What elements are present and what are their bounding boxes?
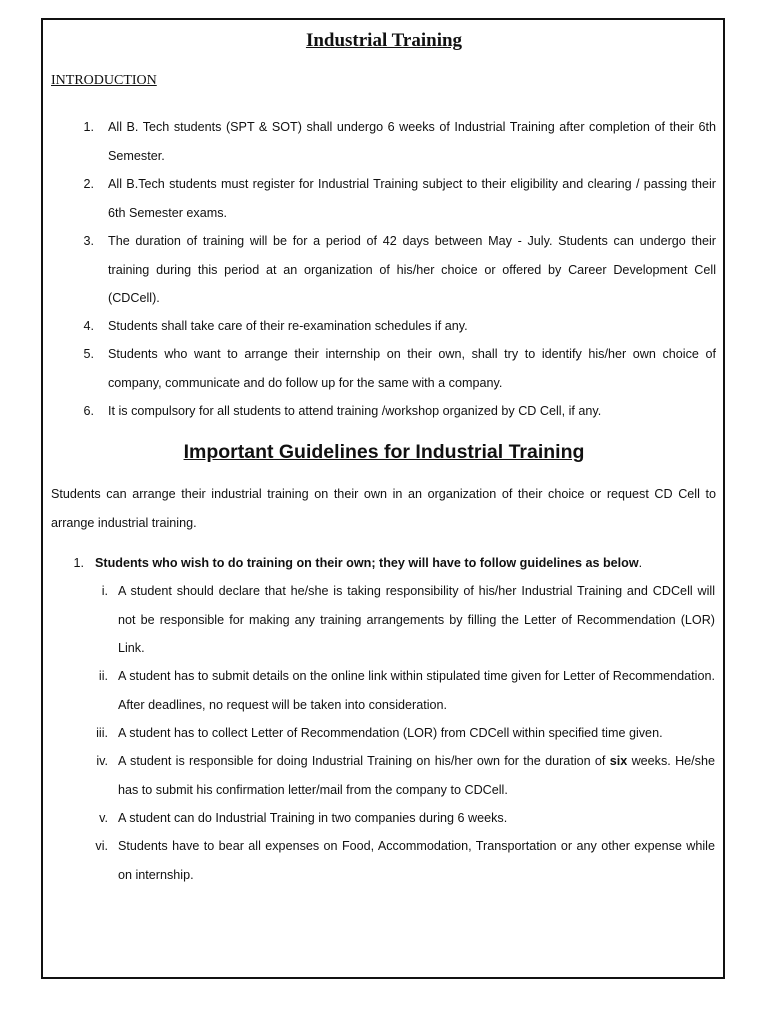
text-part: A student is responsible for doing Industrial Training on his/her own for the duration of <box>118 754 610 768</box>
list-number: v. <box>99 811 108 825</box>
list-number: iii. <box>96 726 108 740</box>
list-number: vi. <box>95 839 108 853</box>
list-text: A student can do Industrial Training in two companies during 6 weeks. <box>118 811 508 825</box>
list-text <box>118 747 715 804</box>
list-text: All B.Tech students must register for Industrial Training subject to their eligibility and clearing / passing their 6th Semester exams. <box>108 177 716 220</box>
list-text: The duration of training will be for a period of 42 days between May - July. Students can undergo their training during this period at an organization of his/her choice or offered by Career Development Cell (CDCell). <box>108 234 716 305</box>
list-number: 1. <box>83 120 94 134</box>
list-number: ii. <box>98 669 108 683</box>
text-part: weeks. He/she has to submit his confirmation letter/mail from the company to CDCell. <box>118 754 715 797</box>
list-text: It is compulsory for all students to attend training /workshop organized by CD Cell, if any. <box>108 404 602 418</box>
guidelines-heading: Important Guidelines for Industrial Training <box>183 441 585 463</box>
list-number: 5. <box>83 347 94 361</box>
list-number: 3. <box>83 234 94 248</box>
list-number: 2. <box>83 177 94 191</box>
guidelines-intro: Students can arrange their industrial training on their own in an organization of their choice or request CD Cell to arrange industrial training. <box>51 487 716 530</box>
own-training-heading-text <box>95 549 642 578</box>
intro-heading: INTRODUCTION <box>51 73 157 88</box>
heading-text: Students who wish to do training on their own; they will have to follow guidelines as below <box>95 556 639 570</box>
list-text: Students have to bear all expenses on Food, Accommodation, Transportation or any other expense while on internship. <box>118 839 715 882</box>
list-text: Students who want to arrange their internship on their own, shall try to identify his/her own choice of company, communicate and do follow up for the same with a company. <box>108 347 716 390</box>
list-number: 1. <box>73 556 84 570</box>
list-number: iv. <box>96 754 108 768</box>
list-number: i. <box>101 584 108 598</box>
emphasis-six: six <box>609 754 628 768</box>
list-text: A student has to submit details on the online link within stipulated time given for Letter of Recommendation. After deadlines, no request will be taken into consideration. <box>118 669 715 712</box>
heading-period: . <box>638 556 643 570</box>
list-text: Students shall take care of their re-examination schedules if any. <box>108 319 468 333</box>
page-title: Industrial Training <box>305 30 463 51</box>
list-text: All B. Tech students (SPT & SOT) shall undergo 6 weeks of Industrial Training after completion of their 6th Semester. <box>108 120 716 163</box>
list-number: 6. <box>83 404 94 418</box>
list-text: A student has to collect Letter of Recommendation (LOR) from CDCell within specified time given. <box>118 726 663 740</box>
list-text: A student should declare that he/she is taking responsibility of his/her Industrial Training and CDCell will not be responsible for making any training arrangements by filling the Letter of Recommendation (LOR) Link. <box>118 584 715 655</box>
list-number: 4. <box>83 319 94 333</box>
